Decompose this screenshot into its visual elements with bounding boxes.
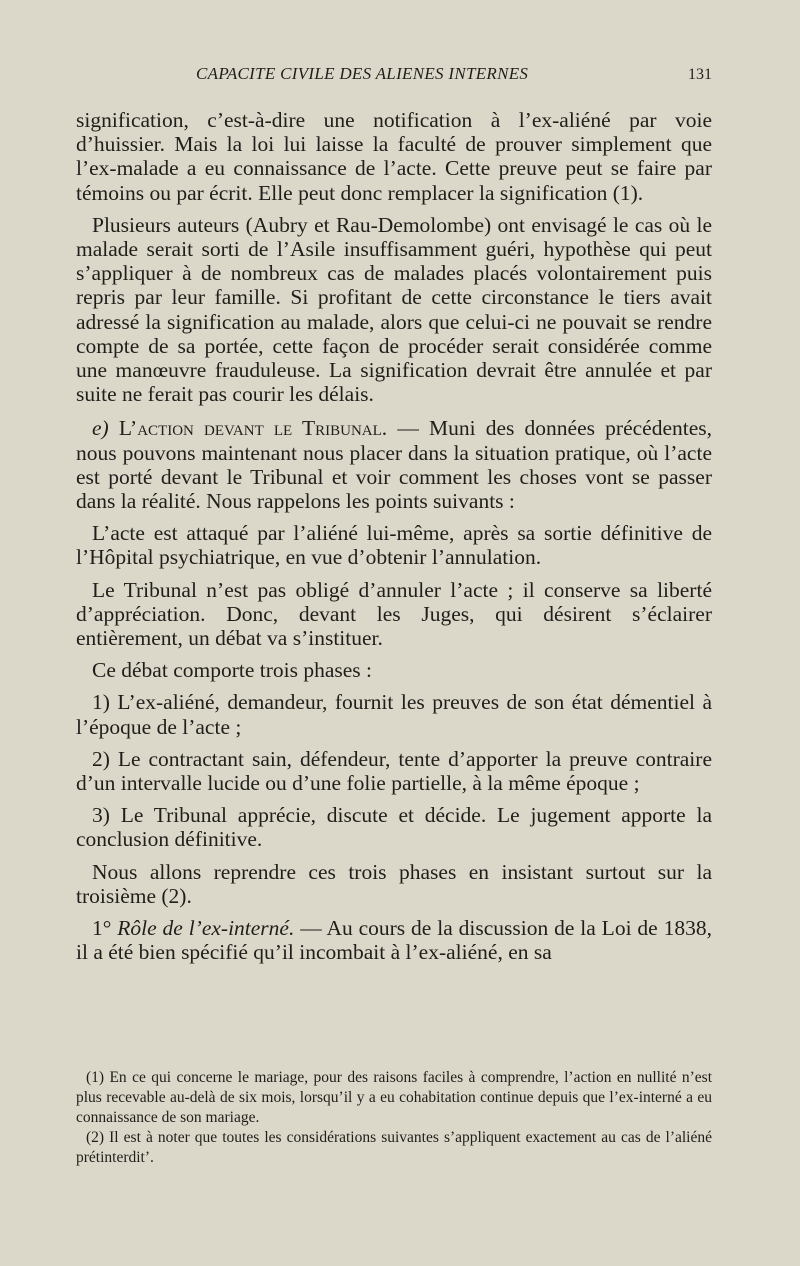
list-item-3: 3) Le Tribunal apprécie, discute et décide. Le jugement apporte la conclusion définitive.: [76, 803, 712, 852]
subsection-text: — Au cours de la discussion de la Loi de 1838, il a été bien spécifié qu’il incombait à l’ex-aliéné, en sa: [76, 916, 712, 965]
paragraph-5: Le Tribunal n’est pas obligé d’annuler l’acte ; il conserve sa liberté d’appréciation. Donc, devant les Juges, qui désirent s’éclairer entièrement, un débat va s’instituer.: [76, 577, 712, 651]
paragraph-3: [76, 416, 712, 513]
list-item-2: 2) Le contractant sain, défendeur, tente d’apporter la preuve contraire d’un intervalle lucide ou d’une folie partielle, à la même époque ;: [76, 746, 712, 796]
paragraph-10: Nous allons reprendre ces trois phases en insistant surtout sur la troisième (2).: [76, 859, 712, 908]
paragraph-11: [76, 916, 712, 964]
footnote-1: (1) En ce qui concerne le mariage, pour des raisons faciles à comprendre, l’action en nullité n’est plus recevable au-delà de six mois, lorsqu’il y a eu cohabitation continue depuis que l’ex-interné a eu connaissance de son mariage.: [76, 1069, 712, 1126]
footnotes: [76, 1068, 712, 1168]
page-header: [76, 64, 712, 84]
footnote-2: (2) Il est à noter que toutes les considérations suivantes s’appliquent exactement au cas de l’aliéné prétinterdit’.: [76, 1129, 712, 1166]
section-text: — Muni des données précédentes, nous pouvons maintenant nous placer dans la situation pratique, où l’acte est porté devant le Tribunal et voir comment les choses vont se passer dans la réalité. Nous rappelons les points suivants :: [76, 416, 713, 514]
paragraph-4: L’acte est attaqué par l’aliéné lui-même, après sa sortie définitive de l’Hôpital psychiatrique, en vue d’obtenir l’annulation.: [76, 521, 712, 570]
running-title: CAPACITE CIVILE DES ALIENES INTERNES: [196, 64, 529, 83]
subsection-number: 1°: [92, 916, 118, 941]
page-number: 131: [688, 66, 712, 83]
section-letter: e): [92, 416, 119, 441]
paragraph-6: Ce débat comporte trois phases :: [92, 658, 373, 683]
section-heading: L’action devant le Tribunal.: [118, 416, 388, 441]
paragraph-1: signification, c’est-à-dire une notification à l’ex-aliéné par voie d’huissier. Mais la loi lui laisse la faculté de prouver simplement que l’ex-malade a eu connaissance de l’acte. Cette preuve peut se faire par témoins ou par écrit. Elle peut donc remplacer la signification (1).: [76, 108, 712, 205]
paragraph-2: Plusieurs auteurs (Aubry et Rau-Demolombe) ont envisagé le cas où le malade serait sorti de l’Asile insuffisamment guéri, hypothèse qui peut s’appliquer à de nombreux cas de malades placés volontairement puis repris par leur famille. Si profitant de cette circonstance le tiers avait adressé la signification au malade, alors que celui-ci ne pouvait se rendre compte de sa portée, cette façon de procéder serait considérée comme une manœuvre frauduleuse. La signification devrait être annulée et par suite ne ferait pas courir les délais.: [76, 212, 712, 407]
list-item-1: 1) L’ex-aliéné, demandeur, fournit les preuves de son état démentiel à l’époque de l’acte ;: [76, 690, 712, 739]
subsection-heading: Rôle de l’ex-interné.: [117, 916, 295, 941]
body-text: [76, 108, 712, 973]
